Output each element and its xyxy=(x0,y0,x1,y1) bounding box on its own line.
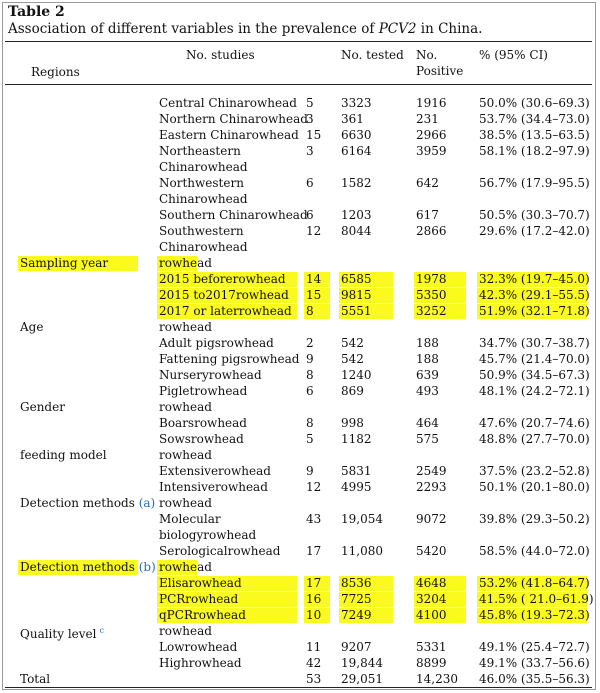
cell-studies: 6 xyxy=(306,208,314,222)
row-subgroup: rowhead xyxy=(159,400,212,414)
row-subgroup: rowhead xyxy=(159,448,212,462)
cell-positive: 1916 xyxy=(416,96,447,110)
cell-positive: 493 xyxy=(416,384,439,398)
header-tested: No. tested xyxy=(341,48,404,62)
cell-studies: 53 xyxy=(306,672,322,686)
row-subgroup: Central Chinarowhead xyxy=(159,96,297,110)
footnote-link[interactable]: (b) xyxy=(134,560,156,574)
cell-positive: 575 xyxy=(416,432,439,446)
row-subgroup: rowhead xyxy=(159,624,212,638)
cell-studies: 17 xyxy=(306,576,322,590)
row-subgroup: Pigletrowhead xyxy=(159,384,248,398)
cell-positive: 3959 xyxy=(416,144,447,158)
cell-tested: 1203 xyxy=(341,208,372,222)
cell-tested: 1240 xyxy=(341,368,372,382)
header-positive-line1: No. xyxy=(416,48,438,62)
cell-positive: 1978 xyxy=(416,272,447,286)
cell-tested: 6164 xyxy=(341,144,372,158)
header-positive-line2: Positive xyxy=(416,64,464,78)
row-subgroup: qPCRrowhead xyxy=(159,608,246,622)
cell-positive: 4100 xyxy=(416,608,447,622)
row-subgroup: Eastern Chinarowhead xyxy=(159,128,299,142)
cell-tested: 9207 xyxy=(341,640,372,654)
cell-positive: 8899 xyxy=(416,656,447,670)
category-label: Detection methods xyxy=(20,560,135,574)
cell-studies: 6 xyxy=(306,384,314,398)
cell-ci: 51.9% (32.1–71.8) xyxy=(479,304,590,318)
cell-ci: 41.5% ( 21.0–61.9) xyxy=(479,592,594,606)
row-subgroup: rowhead xyxy=(159,256,212,270)
cell-studies: 3 xyxy=(306,144,314,158)
row-subgroup: rowhead xyxy=(159,320,212,334)
cell-tested: 542 xyxy=(341,336,364,350)
row-subgroup: Fattening pigsrowhead xyxy=(159,352,300,366)
cell-ci: 49.1% (25.4–72.7) xyxy=(479,640,590,654)
cell-ci: 48.1% (24.2–72.1) xyxy=(479,384,590,398)
cell-studies: 9 xyxy=(306,464,314,478)
cell-studies: 12 xyxy=(306,480,322,494)
cell-studies: 17 xyxy=(306,544,322,558)
table-caption xyxy=(8,21,482,37)
cell-positive: 231 xyxy=(416,112,439,126)
row-subgroup: Chinarowhead xyxy=(159,192,248,206)
table-title: Table 2 xyxy=(8,4,65,20)
cell-ci: 53.7% (34.4–73.0) xyxy=(479,112,590,126)
header-regions: Regions xyxy=(31,65,80,79)
row-subgroup: Extensiverowhead xyxy=(159,464,271,478)
cell-studies: 8 xyxy=(306,304,314,318)
cell-ci: 29.6% (17.2–42.0) xyxy=(479,224,590,238)
row-subgroup: Elisarowhead xyxy=(159,576,242,590)
cell-positive: 3204 xyxy=(416,592,447,606)
cell-positive: 642 xyxy=(416,176,439,190)
cell-tested: 6630 xyxy=(341,128,372,142)
cell-positive: 188 xyxy=(416,336,439,350)
cell-positive: 464 xyxy=(416,416,439,430)
cell-studies: 16 xyxy=(306,592,322,606)
cell-positive: 2549 xyxy=(416,464,447,478)
cell-ci: 42.3% (29.1–55.5) xyxy=(479,288,590,302)
cell-positive: 9072 xyxy=(416,512,447,526)
cell-tested: 4995 xyxy=(341,480,372,494)
cell-studies: 5 xyxy=(306,96,314,110)
cell-tested: 8536 xyxy=(341,576,372,590)
cell-ci: 39.8% (29.3–50.2) xyxy=(479,512,590,526)
cell-tested: 5551 xyxy=(341,304,372,318)
cell-ci: 34.7% (30.7–38.7) xyxy=(479,336,590,350)
cell-positive: 4648 xyxy=(416,576,447,590)
row-subgroup: Lowrowhead xyxy=(159,640,238,654)
cell-tested: 7725 xyxy=(341,592,372,606)
cell-ci: 38.5% (13.5–63.5) xyxy=(479,128,590,142)
cell-tested: 6585 xyxy=(341,272,372,286)
cell-tested: 1182 xyxy=(341,432,372,446)
cell-studies: 14 xyxy=(306,272,322,286)
cell-tested: 29,051 xyxy=(341,672,383,686)
cell-ci: 58.1% (18.2–97.9) xyxy=(479,144,590,158)
header-rule xyxy=(5,84,592,85)
cell-studies: 8 xyxy=(306,416,314,430)
row-subgroup: rowhead xyxy=(159,560,212,574)
cell-tested: 542 xyxy=(341,352,364,366)
cell-tested: 7249 xyxy=(341,608,372,622)
row-category xyxy=(20,319,43,335)
category-label: Total xyxy=(20,672,51,686)
caption-virus-name: PCV2 xyxy=(378,21,417,37)
row-subgroup: Chinarowhead xyxy=(159,240,248,254)
row-subgroup: Highrowhead xyxy=(159,656,242,670)
bottom-rule xyxy=(5,687,592,688)
row-subgroup: Chinarowhead xyxy=(159,160,248,174)
cell-ci: 47.6% (20.7–74.6) xyxy=(479,416,590,430)
cell-positive: 617 xyxy=(416,208,439,222)
cell-studies: 11 xyxy=(306,640,322,654)
row-subgroup: Northwestern xyxy=(159,176,244,190)
row-subgroup: Northeastern xyxy=(159,144,241,158)
cell-tested: 1582 xyxy=(341,176,372,190)
cell-positive: 2293 xyxy=(416,480,447,494)
row-subgroup: rowhead xyxy=(159,496,212,510)
category-label: Quality level xyxy=(20,627,97,641)
row-subgroup: 2017 or laterrowhead xyxy=(159,304,292,318)
row-subgroup: Intensiverowhead xyxy=(159,480,268,494)
cell-ci: 56.7% (17.9–95.5) xyxy=(479,176,590,190)
footnote-link[interactable]: (a) xyxy=(134,496,156,510)
row-subgroup: Northern Chinarowhead xyxy=(159,112,308,126)
row-category xyxy=(20,623,104,642)
cell-tested: 19,844 xyxy=(341,656,383,670)
cell-studies: 5 xyxy=(306,432,314,446)
cell-ci: 58.5% (44.0–72.0) xyxy=(479,544,590,558)
cell-ci: 50.1% (20.1–80.0) xyxy=(479,480,590,494)
row-subgroup: PCRrowhead xyxy=(159,592,239,606)
cell-ci: 53.2% (41.8–64.7) xyxy=(479,576,590,590)
header-ci: % (95% CI) xyxy=(479,48,548,62)
row-category xyxy=(20,671,50,687)
cell-ci: 45.7% (21.4–70.0) xyxy=(479,352,590,366)
cell-positive: 2966 xyxy=(416,128,447,142)
row-category xyxy=(20,255,108,271)
cell-tested: 361 xyxy=(341,112,364,126)
cell-ci: 48.8% (27.7–70.0) xyxy=(479,432,590,446)
cell-positive: 3252 xyxy=(416,304,447,318)
cell-positive: 14,230 xyxy=(416,672,458,686)
category-label: Age xyxy=(20,320,44,334)
cell-tested: 8044 xyxy=(341,224,372,238)
cell-tested: 11,080 xyxy=(341,544,383,558)
category-label: Gender xyxy=(20,400,65,414)
row-subgroup: biologyrowhead xyxy=(159,528,257,542)
row-category xyxy=(20,447,107,463)
cell-positive: 639 xyxy=(416,368,439,382)
cell-positive: 188 xyxy=(416,352,439,366)
header-studies: No. studies xyxy=(186,48,255,62)
row-subgroup: Boarsrowhead xyxy=(159,416,247,430)
cell-studies: 10 xyxy=(306,608,322,622)
cell-ci: 37.5% (23.2–52.8) xyxy=(479,464,590,478)
row-subgroup: Adult pigsrowhead xyxy=(159,336,274,350)
cell-studies: 2 xyxy=(306,336,314,350)
footnote-superscript[interactable]: c xyxy=(99,626,104,635)
cell-studies: 9 xyxy=(306,352,314,366)
row-subgroup: Southern Chinarowhead xyxy=(159,208,308,222)
cell-positive: 5420 xyxy=(416,544,447,558)
cell-tested: 3323 xyxy=(341,96,372,110)
cell-studies: 3 xyxy=(306,112,314,126)
cell-studies: 8 xyxy=(306,368,314,382)
cell-studies: 42 xyxy=(306,656,322,670)
cell-studies: 6 xyxy=(306,176,314,190)
cell-studies: 15 xyxy=(306,288,322,302)
row-subgroup: Southwestern xyxy=(159,224,244,238)
row-category xyxy=(20,559,156,575)
cell-positive: 5331 xyxy=(416,640,447,654)
cell-tested: 5831 xyxy=(341,464,372,478)
row-subgroup: 2015 beforerowhead xyxy=(159,272,286,286)
cell-ci: 50.0% (30.6–69.3) xyxy=(479,96,590,110)
cell-tested: 19,054 xyxy=(341,512,383,526)
row-subgroup: Molecular xyxy=(159,512,221,526)
row-category xyxy=(20,399,65,415)
cell-studies: 12 xyxy=(306,224,322,238)
cell-ci: 32.3% (19.7–45.0) xyxy=(479,272,590,286)
row-subgroup: Sowsrowhead xyxy=(159,432,244,446)
cell-tested: 998 xyxy=(341,416,364,430)
cell-tested: 9815 xyxy=(341,288,372,302)
row-subgroup: 2015 to2017rowhead xyxy=(159,288,289,302)
row-subgroup: Nurseryrowhead xyxy=(159,368,262,382)
cell-studies: 43 xyxy=(306,512,322,526)
cell-ci: 50.5% (30.3–70.7) xyxy=(479,208,590,222)
category-label: Detection methods xyxy=(20,496,135,510)
row-category xyxy=(20,495,155,511)
category-label: feeding model xyxy=(20,448,107,462)
row-subgroup: Serologicalrowhead xyxy=(159,544,281,558)
cell-ci: 49.1% (33.7–56.6) xyxy=(479,656,590,670)
cell-positive: 5350 xyxy=(416,288,447,302)
cell-tested: 869 xyxy=(341,384,364,398)
cell-ci: 45.8% (19.3–72.3) xyxy=(479,608,590,622)
cell-ci: 46.0% (35.5–56.3) xyxy=(479,672,590,686)
cell-ci: 50.9% (34.5–67.3) xyxy=(479,368,590,382)
top-rule xyxy=(5,41,592,42)
cell-positive: 2866 xyxy=(416,224,447,238)
caption-text-end: in China. xyxy=(416,21,483,37)
category-label: Sampling year xyxy=(20,256,109,270)
cell-studies: 15 xyxy=(306,128,322,142)
caption-text: Association of different variables in the prevalence of xyxy=(8,21,379,37)
